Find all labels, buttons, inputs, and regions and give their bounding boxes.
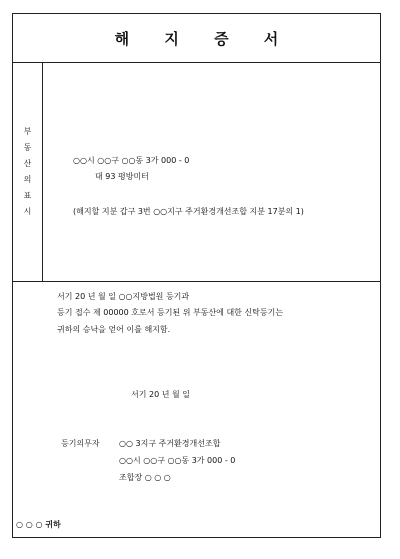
property-label-char: 시 <box>23 207 32 216</box>
property-address: ○○시 ○○구 ○○동 3가 000 - 0 <box>73 156 190 165</box>
property-label <box>13 63 43 281</box>
obligor-head: 조합장 ○ ○ ○ <box>119 473 171 482</box>
date-line: 서기 20 년 월 일 <box>131 390 190 399</box>
property-label-char: 동 <box>23 143 32 152</box>
property-section <box>13 63 380 282</box>
property-area: 대 93 평방미터 <box>95 172 149 181</box>
property-label-char: 표 <box>23 191 32 200</box>
body-line-1: 서기 20 년 월 일 ○○지방법원 등기과 <box>57 292 190 301</box>
property-label-char: 의 <box>23 175 32 184</box>
document-title: 해 지 증 서 <box>114 29 294 48</box>
obligor-label: 등기의무자 <box>61 439 100 448</box>
obligor-address: ○○시 ○○구 ○○동 3가 000 - 0 <box>119 456 236 465</box>
addressee: ○ ○ ○ 귀하 <box>16 520 61 529</box>
title-row <box>13 14 380 63</box>
property-label-char: 산 <box>23 159 32 168</box>
obligor-name: ○○ 3지구 주거환경개선조합 <box>119 439 221 448</box>
body-line-3: 귀하의 승낙을 얻어 이를 해지함. <box>57 325 171 334</box>
property-label-char: 부 <box>23 127 32 136</box>
document-frame <box>12 13 381 538</box>
body-line-2: 등기 접수 제 00000 호로서 등기된 위 부동산에 대한 신탁등기는 <box>57 308 284 317</box>
property-note: (해지할 지분 갑구 3번 ○○지구 주거환경개선조합 지분 17분의 1) <box>73 207 304 216</box>
